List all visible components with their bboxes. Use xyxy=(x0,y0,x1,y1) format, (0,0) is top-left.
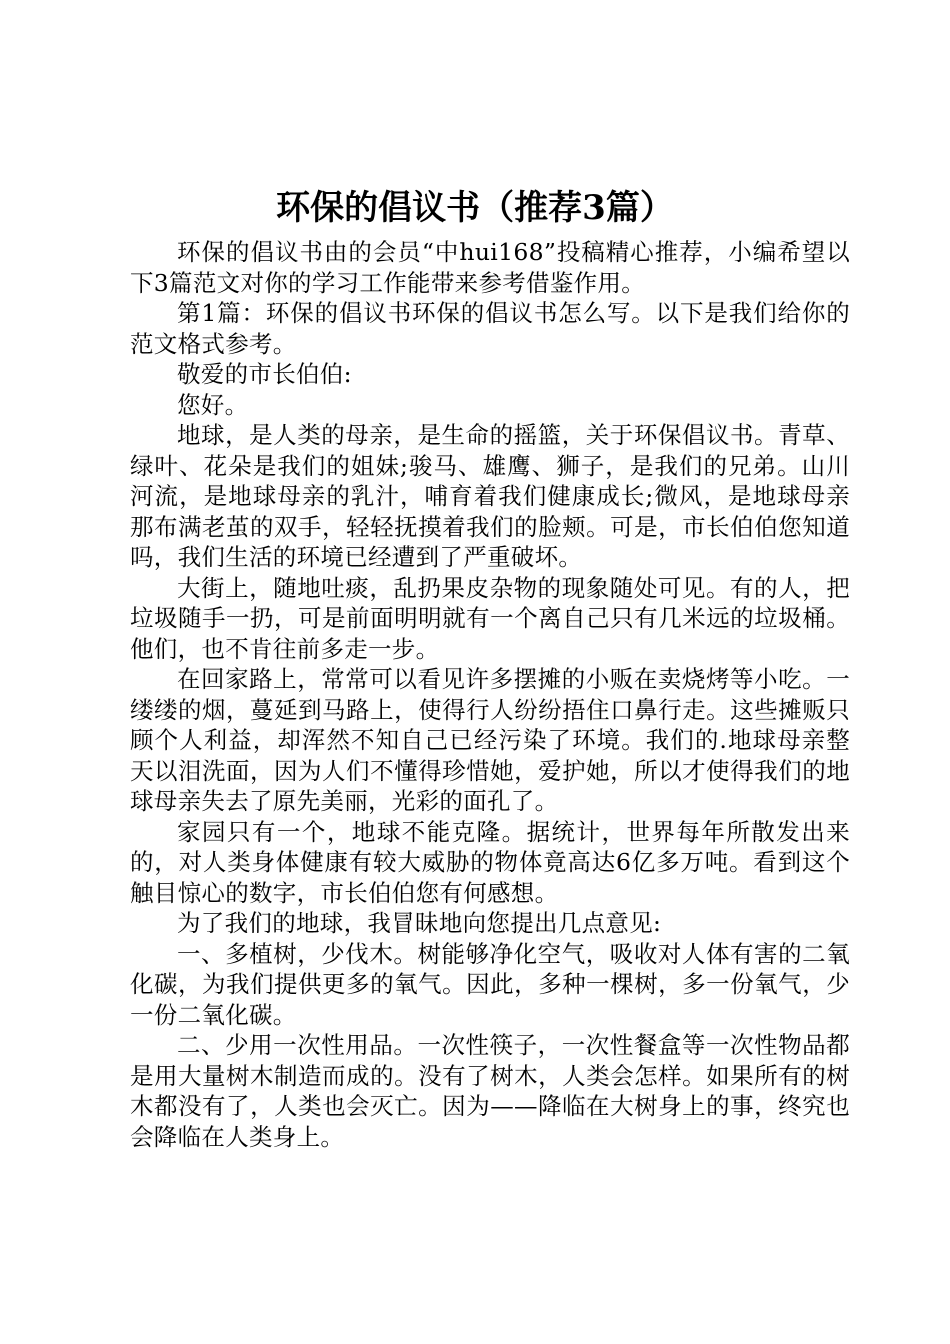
body-paragraph: 地球，是人类的母亲，是生命的摇篮，关于环保倡议书。青草、绿叶、花朵是我们的姐妹;骏马、雄鹰、狮子，是我们的兄弟。山川河流，是地球母亲的乳汁，哺育着我们健康成长;微风，是地球母亲那布满老茧的双手，轻轻抚摸着我们的脸颊。可是，市长伯伯您知道吗，我们生活的环境已经遭到了严重破坏。 xyxy=(130,421,850,571)
article-heading-paragraph: 第1篇：环保的倡议书环保的倡议书怎么写。以下是我们给你的范文格式参考。 xyxy=(130,299,850,358)
suggestion-paragraph: 一、多植树，少伐木。树能够净化空气，吸收对人体有害的二氧化碳，为我们提供更多的氧气。因此，多种一棵树，多一份氧气，少一份二氧化碳。 xyxy=(130,939,850,1029)
intro-paragraph: 环保的倡议书由的会员“中hui168”投稿精心推荐，小编希望以下3篇范文对你的学习工作能带来参考借鉴作用。 xyxy=(130,238,850,297)
document-body xyxy=(130,237,850,1152)
body-paragraph: 家园只有一个，地球不能克隆。据统计，世界每年所散发出来的，对人类身体健康有较大威胁的物体竟高达6亿多万吨。看到这个触目惊心的数字，市长伯伯您有何感想。 xyxy=(130,817,850,907)
greeting-paragraph: 您好。 xyxy=(177,390,249,419)
document-title: 环保的倡议书（推荐3篇） xyxy=(276,188,674,228)
body-paragraph: 在回家路上，常常可以看见许多摆摊的小贩在卖烧烤等小吃。一缕缕的烟，蔓延到马路上，使得行人纷纷捂住口鼻行走。这些摊贩只顾个人利益，却浑然不知自己已经污染了环境。我们的.地球母亲整天以泪洗面，因为人们不懂得珍惜她，爱护她，所以才使得我们的地球母亲失去了原先美丽，光彩的面孔了。 xyxy=(130,665,850,815)
body-paragraph: 大街上，随地吐痰，乱扔果皮杂物的现象随处可见。有的人，把垃圾随手一扔，可是前面明明就有一个离自己只有几米远的垃圾桶。他们，也不肯往前多走一步。 xyxy=(130,573,850,663)
salutation-paragraph: 敬爱的市长伯伯: xyxy=(177,360,352,388)
suggestion-paragraph: 二、少用一次性用品。一次性筷子，一次性餐盒等一次性物品都是用大量树木制造而成的。没有了树木，人类会怎样。如果所有的树木都没有了，人类也会灭亡。因为——降临在大树身上的事，终究也会降临在人类身上。 xyxy=(130,1031,850,1151)
body-paragraph: 为了我们的地球，我冒昧地向您提出几点意见: xyxy=(177,909,662,937)
